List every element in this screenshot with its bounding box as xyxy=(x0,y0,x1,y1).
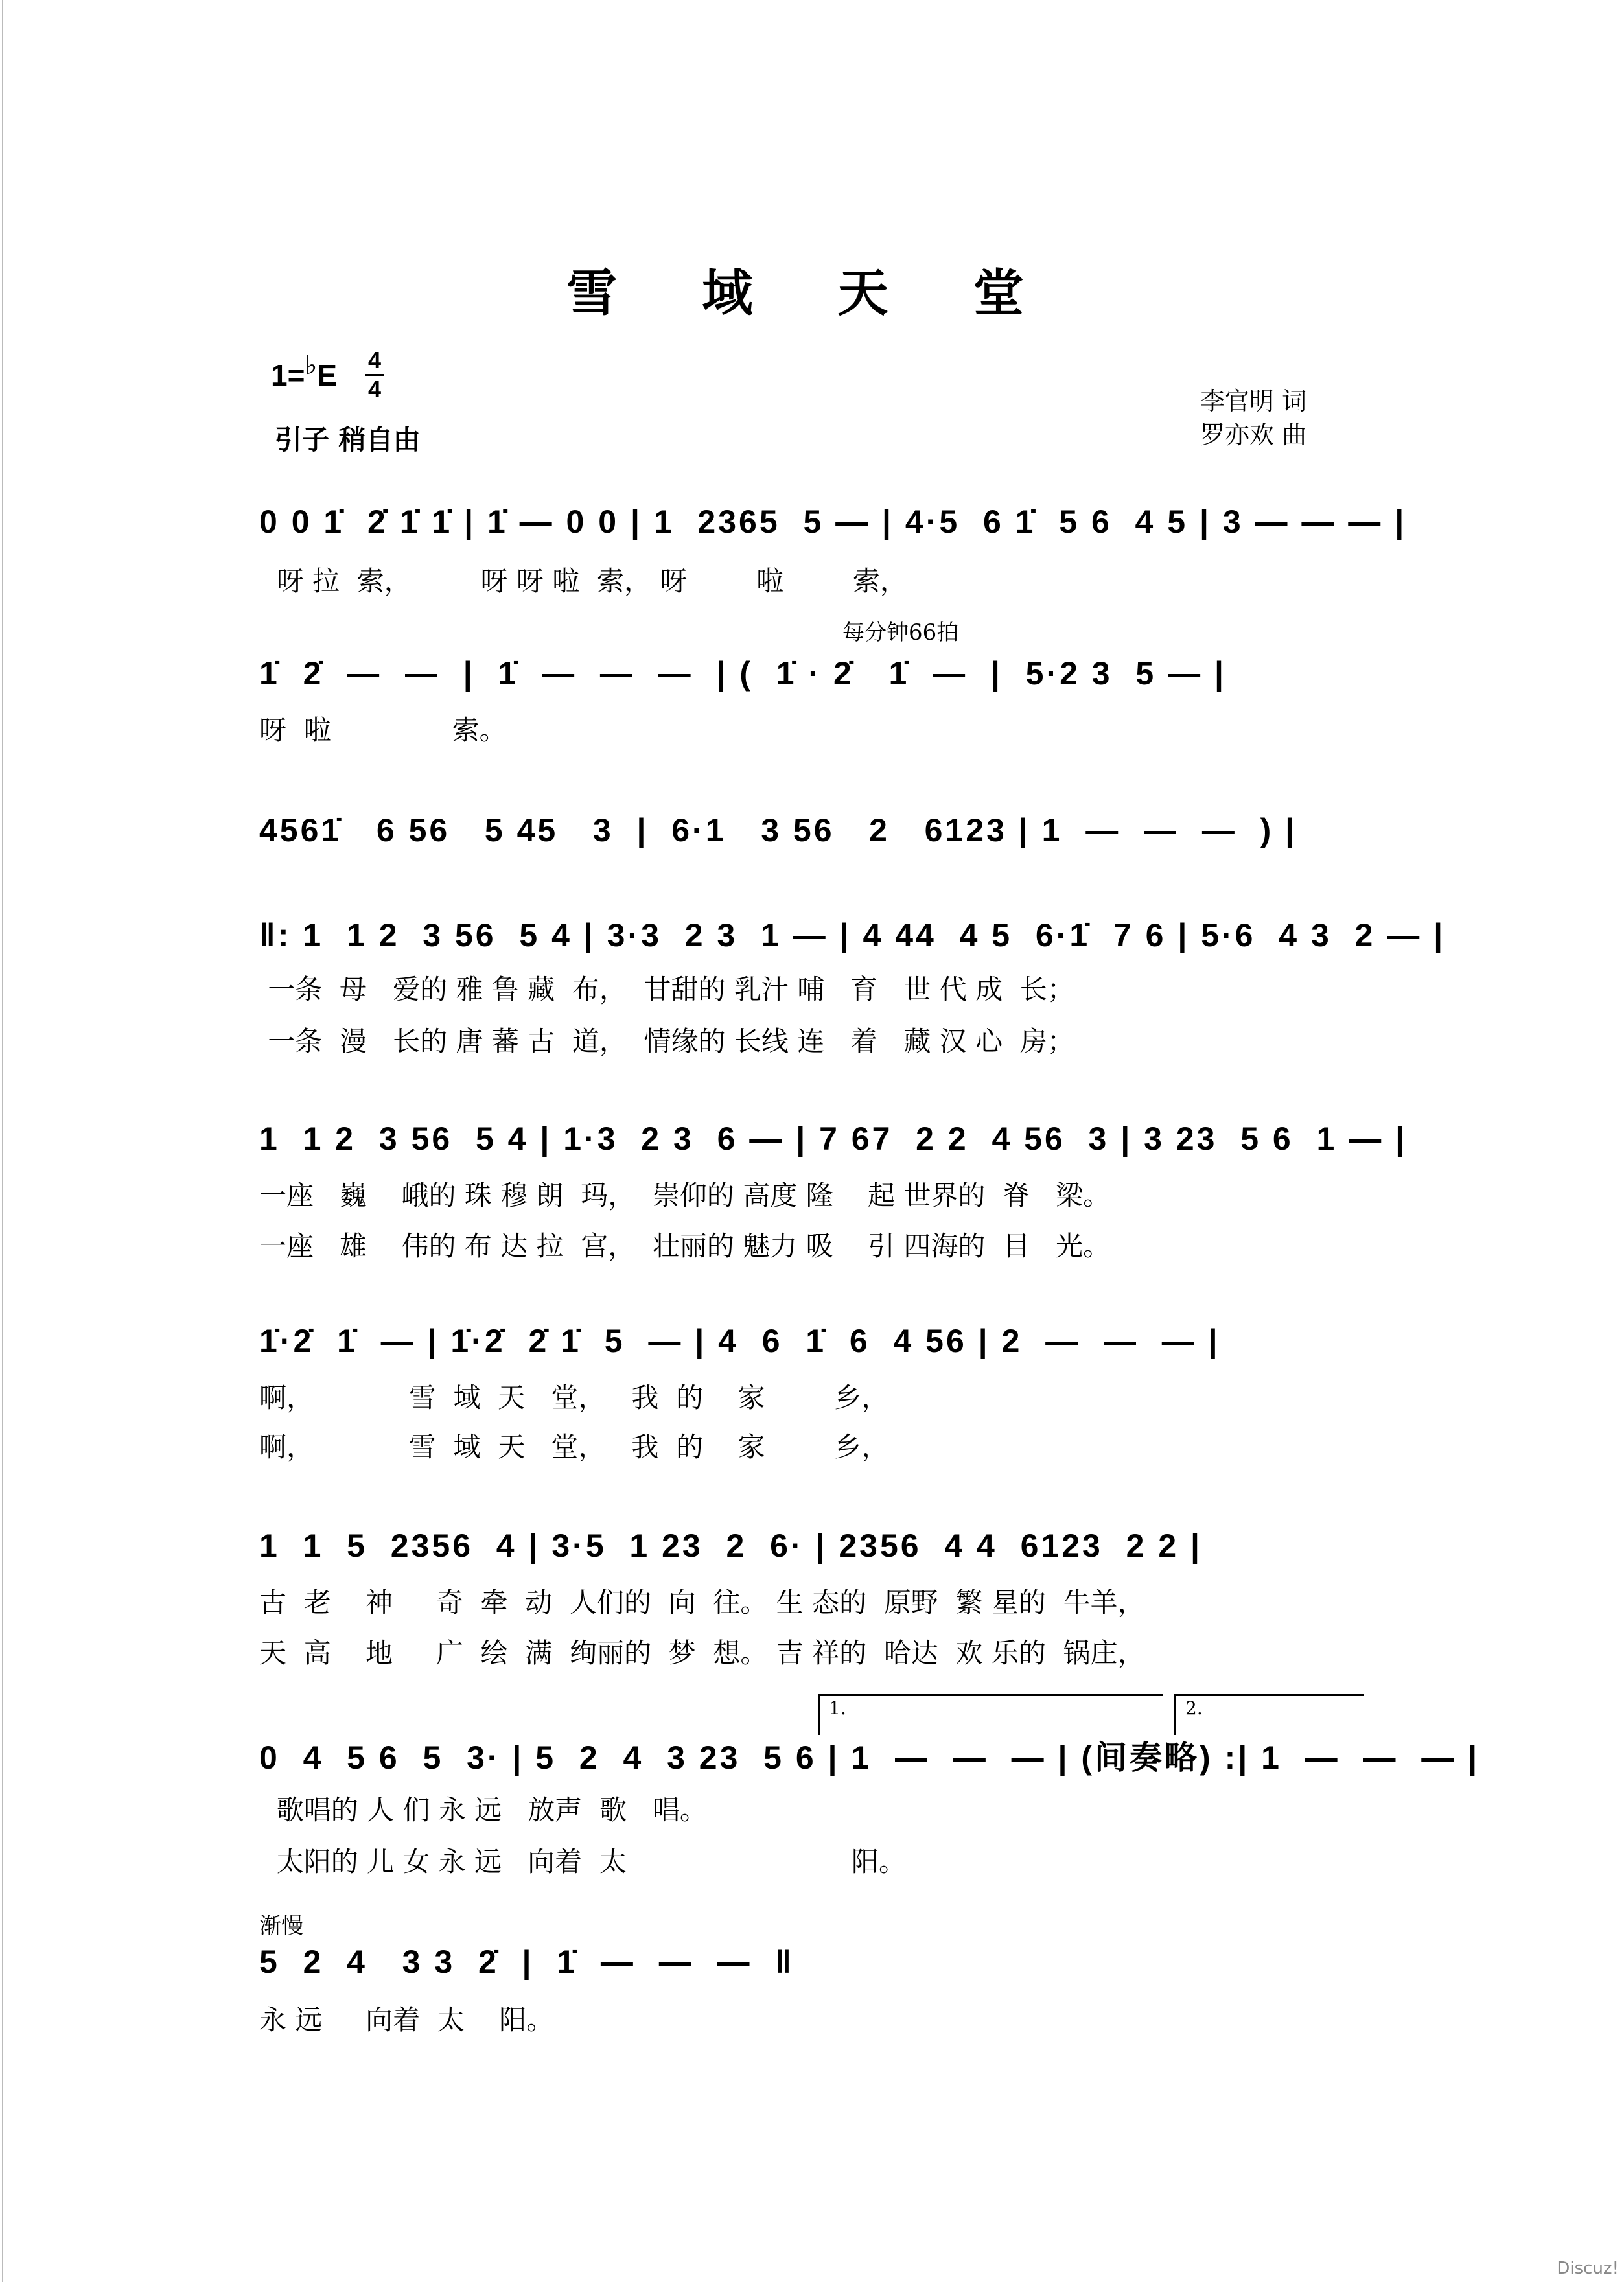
lyric-line-4a: 一条 母 爱的 雅 鲁 藏 布， 甘甜的 乳汁 哺 育 世 代 成 长； xyxy=(259,973,1074,1005)
first-ending-bracket xyxy=(818,1694,1163,1735)
lyric-line-6a: 啊， 雪 域 天 堂， 我 的 家 乡， xyxy=(259,1382,889,1414)
score-line-3: 4561̇ 6 56 5 45 3 | 6·1 3 56 2 6123 | 1 — — — ) | xyxy=(259,812,1297,848)
lyric-line-5b: 一座 雄 伟的 布 达 拉 宫， 壮丽的 魅力 吸 引 四海的 目 光。 xyxy=(259,1230,1111,1262)
score-line-7: 1 1 5 2356 4 | 3·5 1 23 2 6· | 2356 4 4 6123 2 2 | xyxy=(259,1528,1203,1564)
song-title: 雪 域 天 堂 xyxy=(566,264,1058,323)
lyricist-credit: 李官明 词 xyxy=(1200,387,1307,415)
lyric-line-6b: 啊， 雪 域 天 堂， 我 的 家 乡， xyxy=(259,1431,889,1463)
score-line-9: 5 2 4 3 3 2̇ | 1̇ — — — ‖ xyxy=(259,1944,795,1980)
score-line-6: 1̇·2̇ 1̇ — | 1̇·2̇ 2̇ 1̇ 5 — | 4 6 1̇ 6 4 56 | 2 — — — | xyxy=(259,1323,1220,1359)
ritardando-marking: 渐慢 xyxy=(259,1913,303,1939)
lyric-line-5a: 一座 巍 峨的 珠 穆 朗 玛， 崇仰的 高度 隆 起 世界的 脊 梁。 xyxy=(259,1180,1111,1211)
lyric-line-1: 呀 拉 索， 呀 呀 啦 索， 呀 啦 索， xyxy=(259,565,907,597)
score-line-2: 1̇ 2̇ — — | 1̇ — — — | ( 1̇ · 2̇ 1̇ — | 5·2 3 5 — | xyxy=(259,655,1226,692)
key-letter: E xyxy=(317,358,338,392)
first-ending-label: 1. xyxy=(829,1697,846,1719)
score-line-4: ‖: 1 1 2 3 56 5 4 | 3·3 2 3 1 — | 4 44 4 5 6·1̇ 7 6 | 5·6 4 3 2 — | xyxy=(259,917,1446,953)
lyric-line-8b: 太阳的 儿 女 永 远 向着 太 阳。 xyxy=(259,1846,906,1878)
page-border xyxy=(2,0,3,2282)
lyric-line-9: 永 远 向着 太 阳。 xyxy=(259,2004,554,2036)
lyric-line-7a: 古 老 神 奇 牵 动 人们的 向 往。 生 态的 原野 繁 星的 牛羊， xyxy=(259,1587,1145,1618)
meter-bottom: 4 xyxy=(367,376,382,402)
score-line-1: 0 0 1̇ 2̇ 1̇ 1̇ | 1̇ — 0 0 | 1 2365 5 — | 4·5 6 1̇ 5 6 4 5 | 3 — — — | xyxy=(259,504,1407,540)
tempo-marking: 每分钟66拍 xyxy=(842,620,959,646)
second-ending-bracket xyxy=(1174,1694,1364,1735)
lyric-line-2: 呀 啦 索。 xyxy=(259,714,507,746)
intro-marking: 引子 稍自由 xyxy=(275,424,421,456)
lyric-line-7b: 天 高 地 广 绘 满 绚丽的 梦 想。 吉 祥的 哈达 欢 乐的 锅庄， xyxy=(259,1637,1145,1669)
meter-top: 4 xyxy=(367,347,382,373)
flat-sign: ♭ xyxy=(305,351,318,380)
composer-credit: 罗亦欢 曲 xyxy=(1200,421,1307,449)
score-line-5: 1 1 2 3 56 5 4 | 1·3 2 3 6 — | 7 67 2 2 4 56 3 | 3 23 5 6 1 — | xyxy=(259,1121,1408,1157)
time-signature xyxy=(365,347,384,402)
lyric-line-8a: 歌唱的 人 们 永 远 放声 歌 唱。 xyxy=(259,1794,707,1826)
site-watermark: Discuz! xyxy=(1557,2259,1619,2278)
second-ending-label: 2. xyxy=(1185,1697,1203,1719)
key-signature xyxy=(271,351,338,393)
lyric-line-4b: 一条 漫 长的 唐 蕃 古 道， 情缘的 长线 连 着 藏 汉 心 房； xyxy=(259,1025,1074,1057)
score-line-8: 0 4 5 6 5 3· | 5 2 4 3 23 5 6 | 1 — — — | (间奏略) :| 1 — — — | xyxy=(259,1740,1480,1776)
key-prefix: 1= xyxy=(271,358,305,392)
